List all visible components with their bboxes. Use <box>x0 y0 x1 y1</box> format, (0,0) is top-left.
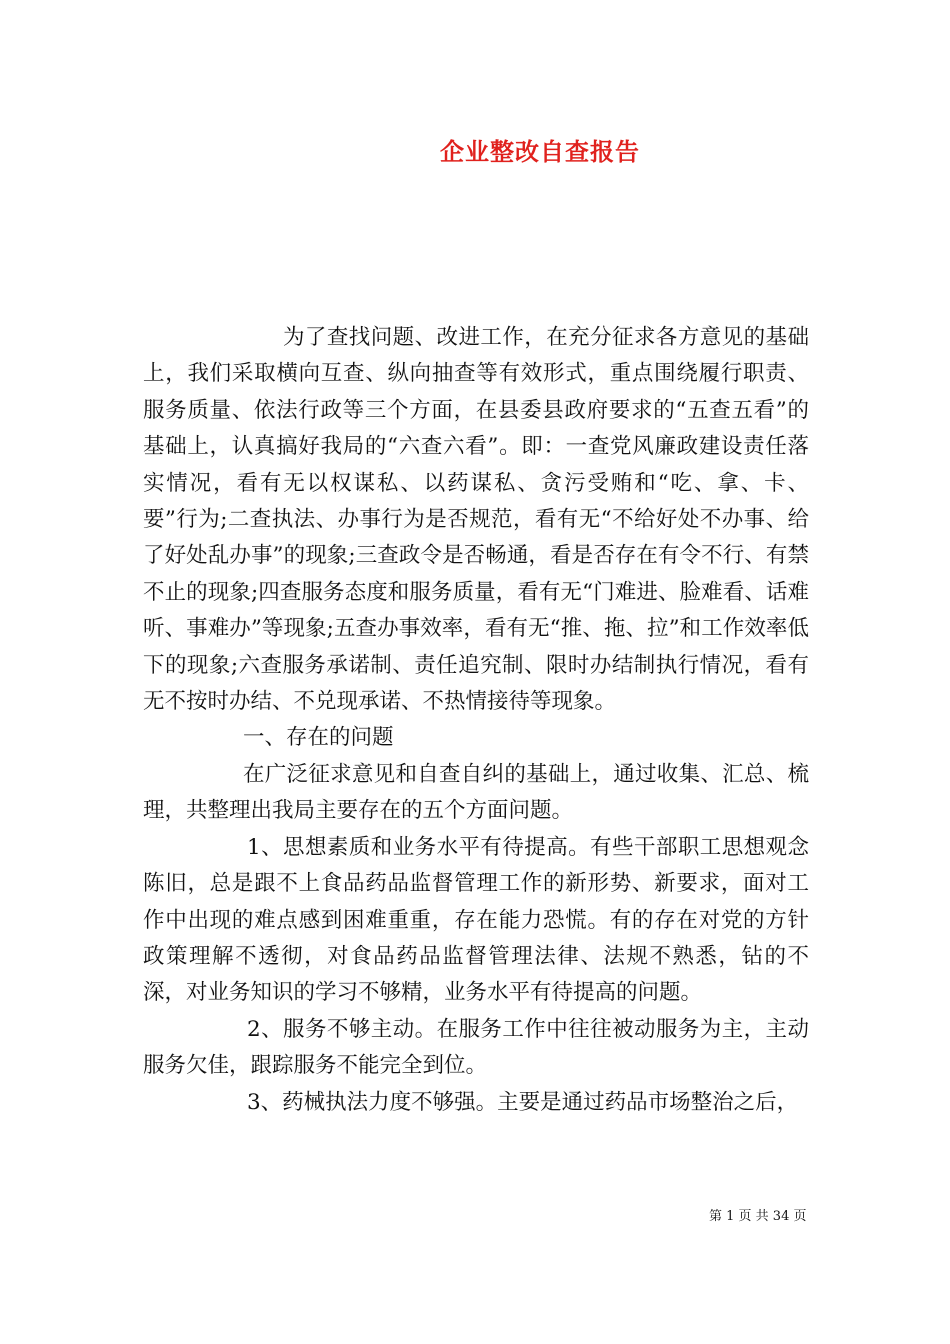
paragraph-summary: 在广泛征求意见和自查自纠的基础上，通过收集、汇总、梳理，共整理出我局主要存在的五个方面问题。 <box>143 761 809 824</box>
paragraph-intro: 为了查找问题、改进工作，在充分征求各方意见的基础上，我们采取横向互查、纵向抽查等有效形式，重点围绕履行职责、服务质量、依法行政等三个方面，在县委县政府要求的“五查五看”的基础上，认真搞好我局的“六查六看”。即：一查党风廉政建设责任落实情况，看有无以权谋私、以药谋私、贪污受贿和“吃、拿、卡、要”行为;二查执法、办事行为是否规范，看有无“不给好处不办事、给了好处乱办事”的现象;三查政令是否畅通，看是否存在有令不行、有禁不止的现象;四查服务态度和服务质量，看有无“门难进、脸难看、话难听、事难办”等现象;五查办事效率，看有无“推、拖、拉”和工作效率低下的现象;六查服务承诺制、责任追究制、限时办结制执行情况，看有无不按时办结、不兑现承诺、不热情接待等现象。 <box>143 325 809 715</box>
document-title: 企业整改自查报告 <box>440 137 640 166</box>
paragraph-item-3: 3、药械执法力度不够强。主要是通过药品市场整治之后， <box>247 1089 799 1115</box>
section-heading-problems: 一、存在的问题 <box>243 725 394 751</box>
paragraph-item-1: 1、思想素质和业务水平有待提高。有些干部职工思想观念陈旧，总是跟不上食品药品监督管理工作的新形势、新要求，面对工作中出现的难点感到困难重重，存在能力恐慌。有的存在对党的方针政策理解不透彻，对食品药品监督管理法律、法规不熟悉，钻的不深，对业务知识的学习不够精，业务水平有待提高的问题。 <box>143 834 809 1006</box>
paragraph-item-2: 2、服务不够主动。在服务工作中往往被动服务为主，主动服务欠佳，跟踪服务不能完全到位。 <box>143 1016 809 1079</box>
document-body <box>143 320 809 1121</box>
page-number-footer: 第 1 页 共 34 页 <box>709 1209 807 1224</box>
